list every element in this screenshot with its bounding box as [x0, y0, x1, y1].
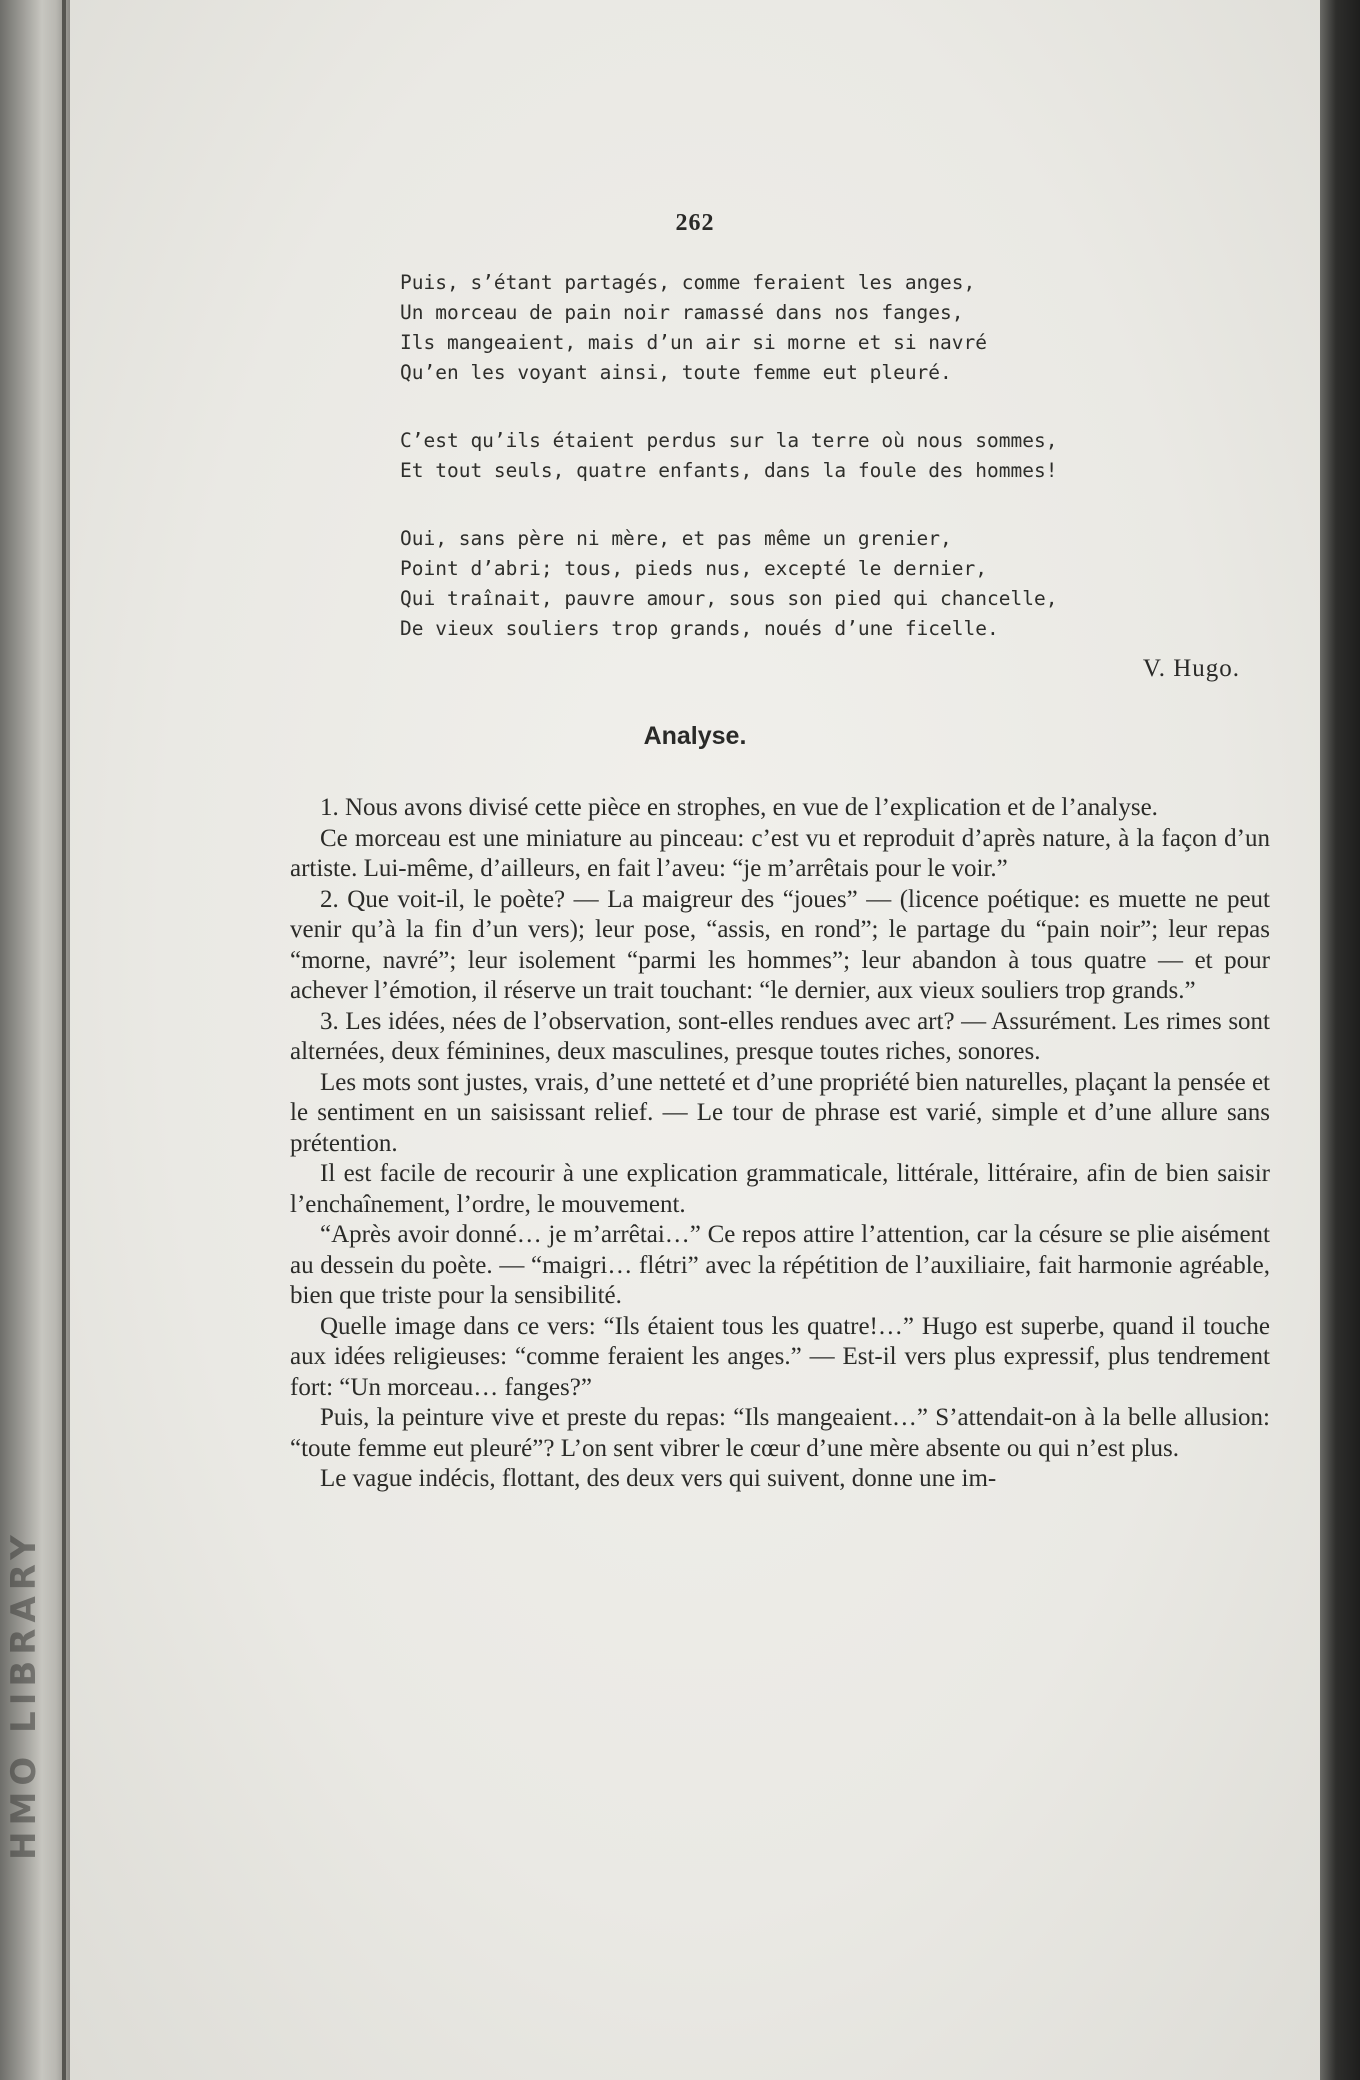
book-page — [70, 0, 1320, 2080]
paragraph: Puis, la peinture vive et preste du repas: “Ils mangeaient…” S’attendait-on à la belle allusion: “toute femme eut pleuré”? L’on sent vibrer le cœur d’une mère absente ou qui n’est plus. — [290, 1404, 1270, 1462]
poem-verse: Qu’en les voyant ainsi, toute femme eut pleuré. — [400, 361, 952, 384]
poem — [400, 268, 1220, 682]
analysis-text — [290, 793, 1270, 1495]
poem-stanza — [400, 426, 1220, 486]
paragraph: 1. Nous avons divisé cette pièce en strophes, en vue de l’explication et de l’analyse. — [320, 794, 1158, 821]
book-spine — [0, 0, 70, 2080]
poem-author: V. Hugo. — [1142, 655, 1240, 682]
paragraph: Le vague indécis, flottant, des deux vers qui suivent, donne une im- — [320, 1465, 997, 1492]
poem-stanza — [400, 524, 1220, 644]
poem-verse: Oui, sans père ni mère, et pas même un grenier, — [400, 527, 952, 550]
paragraph: 2. Que voit-il, le poète? — La maigreur des “joues” — (licence poétique: es muette ne peut venir qu’à la fin d’un vers); leur pose, “assis, en rond”; le partage du “pain noir”; leur repas “morne, navré”; leur isolement “parmi les hommes”; leur abandon à tous quatre — et pour achever l’émotion, il réserve un trait touchant: “le dernier, aux vieux souliers trop grands.” — [290, 885, 1270, 1004]
paragraph: 3. Les idées, nées de l’observation, sont-elles rendues avec art? — Assurément. Les rimes sont alternées, deux féminines, deux masculines, presque toutes riches, sonores. — [290, 1007, 1270, 1065]
poem-verse: De vieux souliers trop grands, noués d’une ficelle. — [400, 617, 999, 640]
poem-verse: Puis, s’étant partagés, comme feraient les anges, — [400, 271, 976, 294]
poem-stanza — [400, 268, 1220, 388]
poem-verse: Qui traînait, pauvre amour, sous son pied qui chancelle, — [400, 587, 1058, 610]
poem-verse: Ils mangeaient, mais d’un air si morne et si navré — [400, 331, 987, 354]
section-title: Analyse. — [643, 722, 747, 750]
paragraph: “Après avoir donné… je m’arrêtai…” Ce repos attire l’attention, car la césure se plie aisément au dessein du poète. — “maigri… flétri” avec la répétition de l’auxiliaire, fait harmonie agréable, bien que triste pour la sensibilité. — [290, 1221, 1270, 1309]
poem-verse: Et tout seuls, quatre enfants, dans la foule des hommes! — [400, 459, 1058, 482]
paragraph: Ce morceau est une miniature au pinceau: c’est vu et reproduit d’après nature, à la façon d’un artiste. Lui-même, d’ailleurs, en fait l’aveu: “je m’arrêtais pour le voir.” — [290, 824, 1270, 882]
poem-verse: Point d’abri; tous, pieds nus, excepté le dernier, — [400, 557, 987, 580]
paragraph: Il est facile de recourir à une explication grammaticale, littérale, littéraire, afin de bien saisir l’enchaînement, l’ordre, le mouvement. — [290, 1160, 1270, 1218]
paragraph: Quelle image dans ce vers: “Ils étaient tous les quatre!…” Hugo est superbe, quand il touche aux idées religieuses: “comme feraient les anges.” — Est-il vers plus expressif, plus tendrement fort: “Un morceau… fanges?” — [290, 1312, 1270, 1401]
poem-verse: C’est qu’ils étaient perdus sur la terre où nous sommes, — [400, 429, 1058, 452]
poem-verse: Un morceau de pain noir ramassé dans nos fanges, — [400, 301, 964, 324]
spine-edge — [62, 0, 66, 2080]
library-stamp: HMO LIBRARY — [4, 1529, 44, 1860]
next-page-edge — [1320, 0, 1360, 2080]
paragraph: Les mots sont justes, vrais, d’une netteté et d’une propriété bien naturelles, plaçant la pensée et le sentiment en un saisissant relief. — Le tour de phrase est varié, simple et d’une allure sans prétention. — [290, 1068, 1270, 1157]
page-number: 262 — [675, 210, 715, 236]
